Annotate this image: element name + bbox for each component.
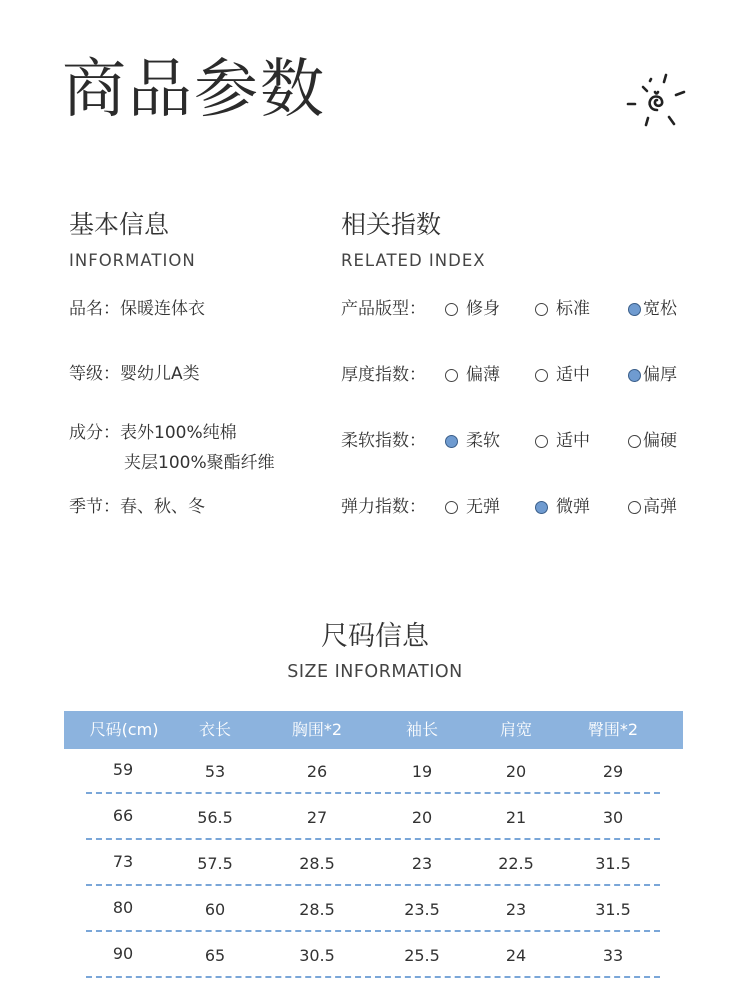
option-label: 适中: [556, 431, 590, 451]
option-label: 微弹: [556, 497, 590, 517]
row-divider: [86, 838, 660, 840]
info-value-line2: 夹层100%聚酯纤维: [124, 453, 275, 473]
column-header: 尺码(cm): [89, 720, 159, 739]
table-cell: 28.5: [299, 900, 335, 919]
info-row-grade: [69, 366, 200, 383]
table-cell: 56.5: [197, 808, 233, 827]
table-cell: 23.5: [404, 900, 440, 919]
radio-dot-selected-icon: [445, 435, 458, 448]
option-thickness-0: [445, 367, 500, 384]
table-cell: 59: [112, 760, 134, 779]
radio-dot-icon: [628, 435, 641, 448]
info-label: 季节：: [69, 497, 120, 517]
index-label: 弹力指数：: [341, 497, 426, 517]
column-header: 袖长: [405, 720, 439, 739]
option-softness-1: [535, 433, 590, 450]
radio-dot-selected-icon: [628, 303, 641, 316]
radio-dot-icon: [535, 303, 548, 316]
table-cell: 23: [411, 854, 433, 873]
column-header: 臀围*2: [587, 720, 639, 739]
table-cell: 23: [505, 900, 527, 919]
table-cell: 80: [112, 898, 134, 917]
table-cell: 33: [602, 946, 624, 965]
option-label: 无弹: [466, 497, 500, 517]
row-divider: [86, 792, 660, 794]
option-label: 宽松: [643, 299, 677, 319]
radio-dot-icon: [628, 501, 641, 514]
option-softness-2: [628, 433, 677, 450]
related-index-title: 相关指数: [341, 210, 442, 239]
basic-info-title: 基本信息: [69, 210, 170, 239]
info-label: 品名：: [69, 299, 120, 319]
size-table: [64, 711, 683, 979]
option-elasticity-0: [445, 499, 500, 516]
table-cell: 73: [112, 852, 134, 871]
option-thickness-2: [628, 367, 677, 384]
index-label: 产品版型：: [341, 299, 426, 319]
option-elasticity-1: [535, 499, 590, 516]
related-index-heading: [341, 212, 486, 270]
related-index-subtitle: RELATED INDEX: [341, 251, 486, 270]
info-row-season: [69, 499, 205, 516]
radio-dot-icon: [535, 369, 548, 382]
table-cell: 30.5: [299, 946, 335, 965]
option-softness-0: [445, 433, 500, 450]
option-label: 偏厚: [643, 365, 677, 385]
index-label: 厚度指数：: [341, 365, 426, 385]
table-cell: 66: [112, 806, 134, 825]
row-divider: [86, 976, 660, 978]
radio-dot-selected-icon: [628, 369, 641, 382]
info-value: 表外100%纯棉: [120, 423, 237, 443]
info-row-material: [69, 425, 275, 472]
radio-dot-icon: [535, 435, 548, 448]
table-cell: 26: [306, 762, 328, 781]
table-cell: 20: [411, 808, 433, 827]
table-cell: 60: [204, 900, 226, 919]
table-row: [64, 933, 683, 979]
table-row: [64, 841, 683, 887]
size-info-heading: [0, 623, 750, 682]
table-cell: 31.5: [595, 854, 631, 873]
size-info-subtitle: SIZE INFORMATION: [287, 662, 463, 682]
option-label: 柔软: [466, 431, 500, 451]
radio-dot-icon: [445, 303, 458, 316]
table-cell: 65: [204, 946, 226, 965]
option-label: 标准: [556, 299, 590, 319]
size-info-title: 尺码信息: [321, 621, 429, 652]
table-cell: 22.5: [498, 854, 534, 873]
info-value: 婴幼儿A类: [120, 364, 200, 384]
radio-dot-icon: [445, 501, 458, 514]
table-cell: 21: [505, 808, 527, 827]
table-cell: 53: [204, 762, 226, 781]
basic-info-subtitle: INFORMATION: [69, 251, 196, 270]
option-label: 偏硬: [643, 431, 677, 451]
table-cell: 29: [602, 762, 624, 781]
table-cell: 20: [505, 762, 527, 781]
column-header: 肩宽: [499, 720, 533, 739]
option-label: 修身: [466, 299, 500, 319]
info-label: 等级：: [69, 364, 120, 384]
info-value: 保暖连体衣: [120, 299, 205, 319]
table-cell: 57.5: [197, 854, 233, 873]
size-table-header: [64, 711, 683, 749]
page-title: 商品参数: [62, 53, 326, 127]
row-divider: [86, 884, 660, 886]
column-header: 胸围*2: [291, 720, 343, 739]
info-row-name: [69, 301, 205, 318]
option-label: 高弹: [643, 497, 677, 517]
info-value: 春、秋、冬: [120, 497, 205, 517]
option-thickness-1: [535, 367, 590, 384]
table-cell: 30: [602, 808, 624, 827]
option-fit-1: [535, 301, 590, 318]
table-cell: 31.5: [595, 900, 631, 919]
column-header: 衣长: [198, 720, 232, 739]
option-elasticity-2: [628, 499, 677, 516]
table-cell: 90: [112, 944, 134, 963]
sun-doodle-icon: [620, 68, 694, 132]
table-cell: 27: [306, 808, 328, 827]
table-row: [64, 887, 683, 933]
index-label: 柔软指数：: [341, 431, 426, 451]
table-cell: 25.5: [404, 946, 440, 965]
table-row: [64, 795, 683, 841]
table-cell: 24: [505, 946, 527, 965]
info-label: 成分：: [69, 423, 120, 443]
table-row: [64, 749, 683, 795]
row-divider: [86, 930, 660, 932]
table-cell: 19: [411, 762, 433, 781]
table-cell: 28.5: [299, 854, 335, 873]
basic-info-heading: [69, 212, 196, 270]
radio-dot-icon: [445, 369, 458, 382]
option-fit-2: [628, 301, 677, 318]
option-fit-0: [445, 301, 500, 318]
radio-dot-selected-icon: [535, 501, 548, 514]
option-label: 偏薄: [466, 365, 500, 385]
option-label: 适中: [556, 365, 590, 385]
